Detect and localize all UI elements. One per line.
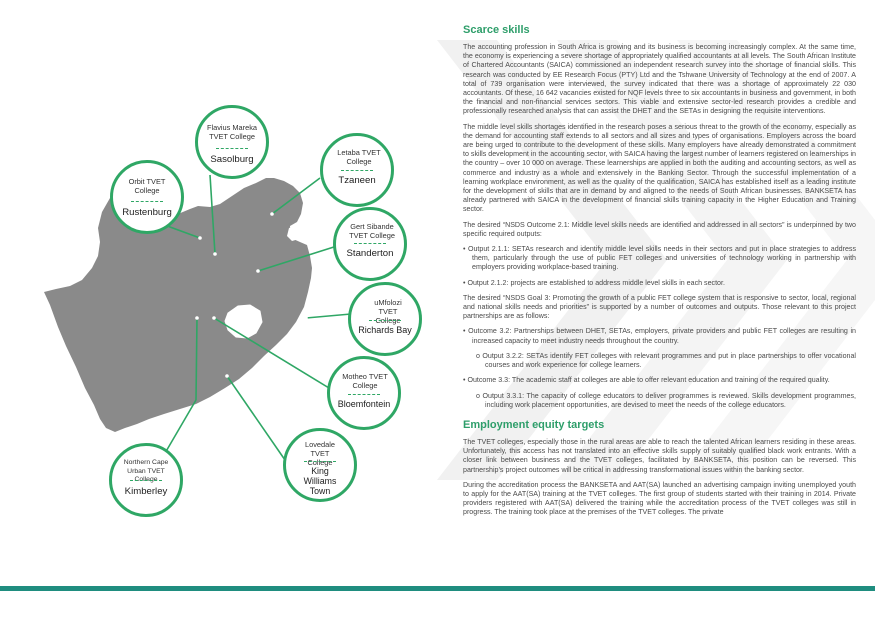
left-page (0, 0, 437, 619)
college-bubble-king-williams-town (283, 428, 357, 502)
college-bubble-tzaneen (320, 133, 394, 207)
college-town: Standerton (346, 248, 394, 259)
college-bubble-richards-bay (348, 282, 422, 356)
college-name: uMfolozi TVET College (374, 298, 402, 325)
sub-bullet-item: o Output 3.3.1: The capacity of college educators to deliver programmes is reviewed. Skills development programmes, including work placement opportunities, are devised to meet the needs of the college educators. (476, 391, 856, 409)
section-heading-scarce-skills: Scarce skills (463, 24, 530, 36)
paragraph: The desired “NSDS Outcome 2.1: Middle level skills needs are identified and addressed in all sectors” is underpinned by two specific required outputs: (463, 220, 856, 238)
college-town: Kimberley (124, 486, 168, 497)
college-name: Motheo TVET College (342, 372, 388, 390)
bullet-item: • Output 2.1.1: SETAs research and identify middle level skills needs in their sectors and put in place strategies to address them, particularly through the use of public FET colleges and universities of technology working in partnership with employers providing workplace-based training. (463, 245, 856, 272)
bullet-item: • Outcome 3.2: Partnerships between DHET, SETAs, employers, private providers and public FET colleges are resulting in increased capacity to meet industry needs throughout the country. (463, 327, 856, 345)
connector-richards-bay (306, 314, 351, 318)
college-town: Sasolburg (210, 154, 254, 165)
college-name: Flavius Mareka TVET College (206, 123, 258, 141)
paragraph: The desired “NSDS Goal 3: Promoting the growth of a public FET college system that is responsive to sector, local, regional and national skills needs and priorities” is supported by a number of outcomes and outputs. Those relevant to this project partnerships are as follows: (463, 293, 856, 321)
college-bubble-standerton (333, 207, 407, 281)
college-bubble-sasolburg (195, 105, 269, 179)
college-name: Lovedale TVET College (305, 440, 335, 467)
sub-bullet-item: o Output 3.2.2: SETAs identify FET colleges with relevant programmes and put in place partnerships to offer vocational courses and work experience for college learners. (476, 351, 856, 370)
college-bubble-kimberley (109, 443, 183, 517)
college-name: Letaba TVET College (337, 148, 381, 166)
connector-kimberley (196, 318, 197, 400)
footer-bar (0, 586, 875, 591)
paragraph: The middle level skills shortages identified in the research poses a serious threat to the growth of the economy, especially as the demand for accounting staff extends to all sectors and all sizes and types of organisations. Employers across the board are being urged to contribute to the development of these skills. Many employers have already demonstrated a commitment to skills development in the accounting sector, with SAICA having the largest number of learners registered on learnerships in the country – over 10 000 on average. These learnerships are applied in both the auditing and accounting sectors, as well as commerce and industry as a whole and extensively in the Banking Sector. Through the successful implementation of a learning workplace environment, as well as the quality of the qualification, SAICA has established itself as a leading institute for the development of skills that are in demand by and aligned to the needs of South African businesses. BANKSETA has already partnered with SAICA in the development of financial skills training capacity in the Higher Education and Training sector. (463, 122, 856, 214)
college-bubble-rustenburg (110, 160, 184, 234)
right-page (437, 0, 875, 619)
paragraph: The accounting profession in South Africa is growing and its business is becoming increasingly complex. At the same time, the economy is experiencing a severe shortage of appropriately qualified accountants at all levels. The South African Institute of Chartered Accountants (SAICA) commissioned an independent research survey into the shortage of financial skills. This research was conducted by EE Research Focus (PTY) Ltd and the Tshwane University of Technology at the end of 2007. A total of 739 organisation were interviewed, the survey indicated that there was a shortage of approximately 22 030 accountants. Of these, 16 642 vacancies existed for NQF levels three to six accountants in business and government, in both the financial and non-financial services sectors. This viable and extensive sector-led research provides a credible and professionally researched analysis that can assist the DHET and the SETAs in designing the requisite interventions. (463, 43, 856, 116)
college-town: Bloemfontein (337, 399, 391, 409)
college-name: Northern Cape Urban TVET College (123, 459, 169, 483)
college-name: Orbit TVET College (128, 177, 166, 195)
paragraph: The TVET colleges, especially those in the rural areas are able to reach the talented African learners residing in these areas. Unfortunately, this access has not translated into an effective skills supply of suitably qualified black work entrants. With a closer link between business and the TVET colleges, facilitated by BANKSETA, this position can be reversed. This partnership’s project outcomes will be critical in addressing transformational issues within the banking sector. (463, 437, 856, 474)
college-town: Richards Bay (358, 325, 412, 335)
college-name: Gert Sibande TVET College (349, 222, 395, 240)
connector-king-williams (227, 376, 285, 460)
bullet-item: • Outcome 3.3: The academic staff at colleges are able to offer relevant education and training of the required quality. (463, 376, 830, 385)
college-town: Rustenburg (122, 207, 172, 218)
college-town: Tzaneen (338, 175, 376, 186)
article-text (463, 24, 856, 524)
paragraph: During the accreditation process the BANKSETA and AAT(SA) launched an advertising campaign inviting unemployed youth to apply for the AAT(SA) training at the TVET colleges. The first group of students started with their training in 2014. Private providers registered with AAT(SA) delivered the training while the accreditation process of the TVET colleges was still in progress. The training took place at the premises of the TVET colleges. The private (463, 480, 856, 517)
college-bubble-bloemfontein (327, 356, 401, 430)
bullet-item: • Output 2.1.2: projects are established to address middle level skills in each sector. (463, 278, 725, 287)
college-town: King Williams Town (303, 466, 337, 496)
section-heading-employment-equity: Employment equity targets (463, 418, 605, 431)
